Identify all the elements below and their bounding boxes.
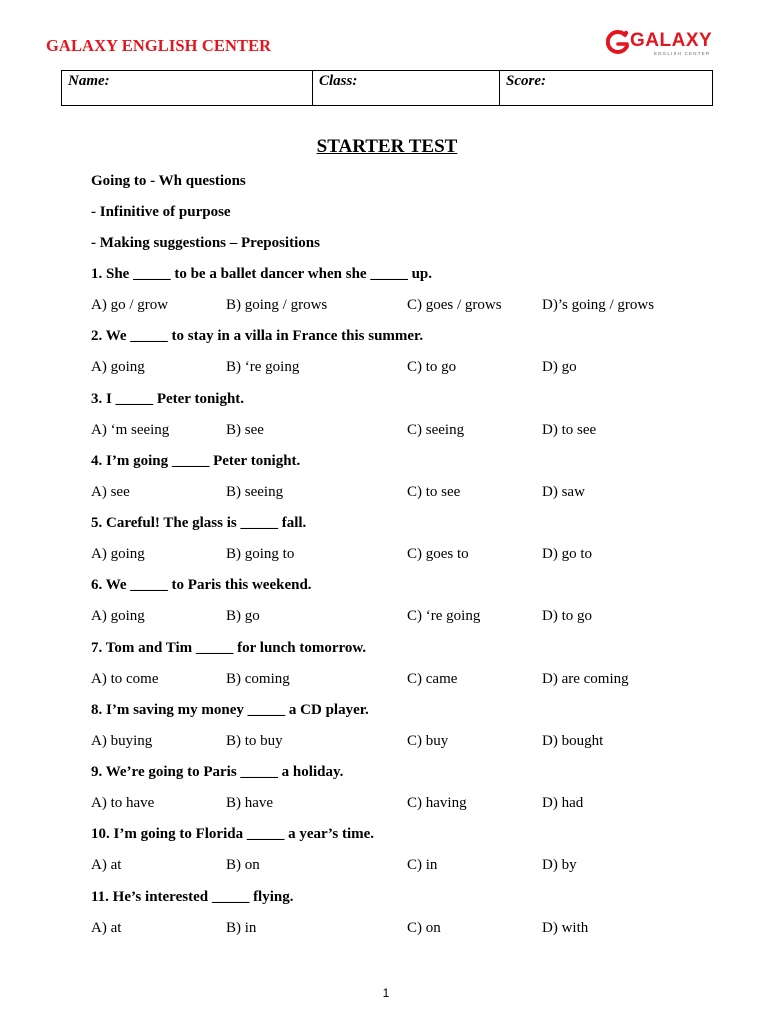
answer-option[interactable]: D) bought (542, 733, 604, 749)
answer-option[interactable]: D) with (542, 920, 589, 936)
answer-option[interactable]: D) by (542, 857, 577, 873)
question-text: 1. She _____ to be a ballet dancer when she _____ up. (91, 266, 433, 282)
question-text: 6. We _____ to Paris this weekend. (91, 577, 312, 593)
answer-option[interactable]: B) going / grows (226, 297, 328, 313)
answer-option[interactable]: C) ‘re going (407, 608, 481, 624)
answer-option[interactable]: C) buy (407, 733, 449, 749)
answer-option[interactable]: A) see (91, 484, 130, 500)
topic-line: - Making suggestions – Prepositions (91, 235, 320, 251)
answer-option[interactable]: D)’s going / grows (542, 297, 655, 313)
answer-option[interactable]: D) saw (542, 484, 585, 500)
answer-option[interactable]: B) have (226, 795, 274, 811)
question-text: 9. We’re going to Paris _____ a holiday. (91, 764, 344, 780)
answer-option[interactable]: C) came (407, 671, 458, 687)
question-text: 10. I’m going to Florida _____ a year’s time. (91, 826, 375, 842)
answer-option[interactable]: A) at (91, 920, 122, 936)
answer-option[interactable]: B) see (226, 422, 264, 438)
answer-option[interactable]: C) in (407, 857, 438, 873)
question-text: 2. We _____ to stay in a villa in France this summer. (91, 328, 424, 344)
question-text: 5. Careful! The glass is _____ fall. (91, 515, 307, 531)
answer-option[interactable]: B) in (226, 920, 257, 936)
answer-option[interactable]: A) going (91, 546, 145, 562)
question-text: 7. Tom and Tim _____ for lunch tomorrow. (91, 640, 367, 656)
answer-option[interactable]: D) go (542, 359, 577, 375)
answer-option[interactable]: B) going to (226, 546, 295, 562)
answer-option[interactable]: C) to go (407, 359, 457, 375)
galaxy-logo-icon (606, 28, 632, 58)
name-field[interactable]: Name: (62, 71, 313, 106)
answer-option[interactable]: B) go (226, 608, 260, 624)
topic-line: - Infinitive of purpose (91, 204, 231, 220)
answer-option[interactable]: A) buying (91, 733, 153, 749)
answer-option[interactable]: B) ‘re going (226, 359, 300, 375)
student-info-table (61, 70, 713, 106)
answer-option[interactable]: A) going (91, 359, 145, 375)
answer-option[interactable]: D) are coming (542, 671, 629, 687)
page-number: 1 (382, 986, 390, 1000)
answer-option[interactable]: C) seeing (407, 422, 465, 438)
answer-option[interactable]: B) on (226, 857, 260, 873)
galaxy-logo (604, 28, 720, 62)
answer-option[interactable]: C) goes / grows (407, 297, 502, 313)
answer-option[interactable]: C) on (407, 920, 441, 936)
logo-subtext: ENGLISH CENTER (654, 51, 711, 56)
center-name: GALAXY ENGLISH CENTER (46, 36, 272, 55)
answer-option[interactable]: A) to come (91, 671, 159, 687)
page-title: STARTER TEST (316, 136, 458, 157)
answer-option[interactable]: A) go / grow (91, 297, 169, 313)
answer-option[interactable]: D) to see (542, 422, 597, 438)
class-field[interactable]: Class: (313, 71, 500, 106)
question-text: 11. He’s interested _____ flying. (91, 889, 294, 905)
answer-option[interactable]: C) having (407, 795, 467, 811)
answer-option[interactable]: C) to see (407, 484, 461, 500)
answer-option[interactable]: D) to go (542, 608, 592, 624)
answer-option[interactable]: C) goes to (407, 546, 469, 562)
answer-option[interactable]: A) to have (91, 795, 155, 811)
answer-option[interactable]: D) go to (542, 546, 592, 562)
answer-option[interactable]: B) coming (226, 671, 290, 687)
answer-option[interactable]: D) had (542, 795, 584, 811)
answer-option[interactable]: B) to buy (226, 733, 283, 749)
answer-option[interactable]: A) at (91, 857, 122, 873)
logo-wordmark: GALAXY (630, 30, 713, 51)
question-text: 3. I _____ Peter tonight. (91, 391, 245, 407)
score-field[interactable]: Score: (500, 71, 713, 106)
answer-option[interactable]: B) seeing (226, 484, 284, 500)
question-text: 8. I’m saving my money _____ a CD player. (91, 702, 369, 718)
question-text: 4. I’m going _____ Peter tonight. (91, 453, 301, 469)
answer-option[interactable]: A) ‘m seeing (91, 422, 170, 438)
answer-option[interactable]: A) going (91, 608, 145, 624)
topic-line: Going to - Wh questions (91, 173, 246, 189)
